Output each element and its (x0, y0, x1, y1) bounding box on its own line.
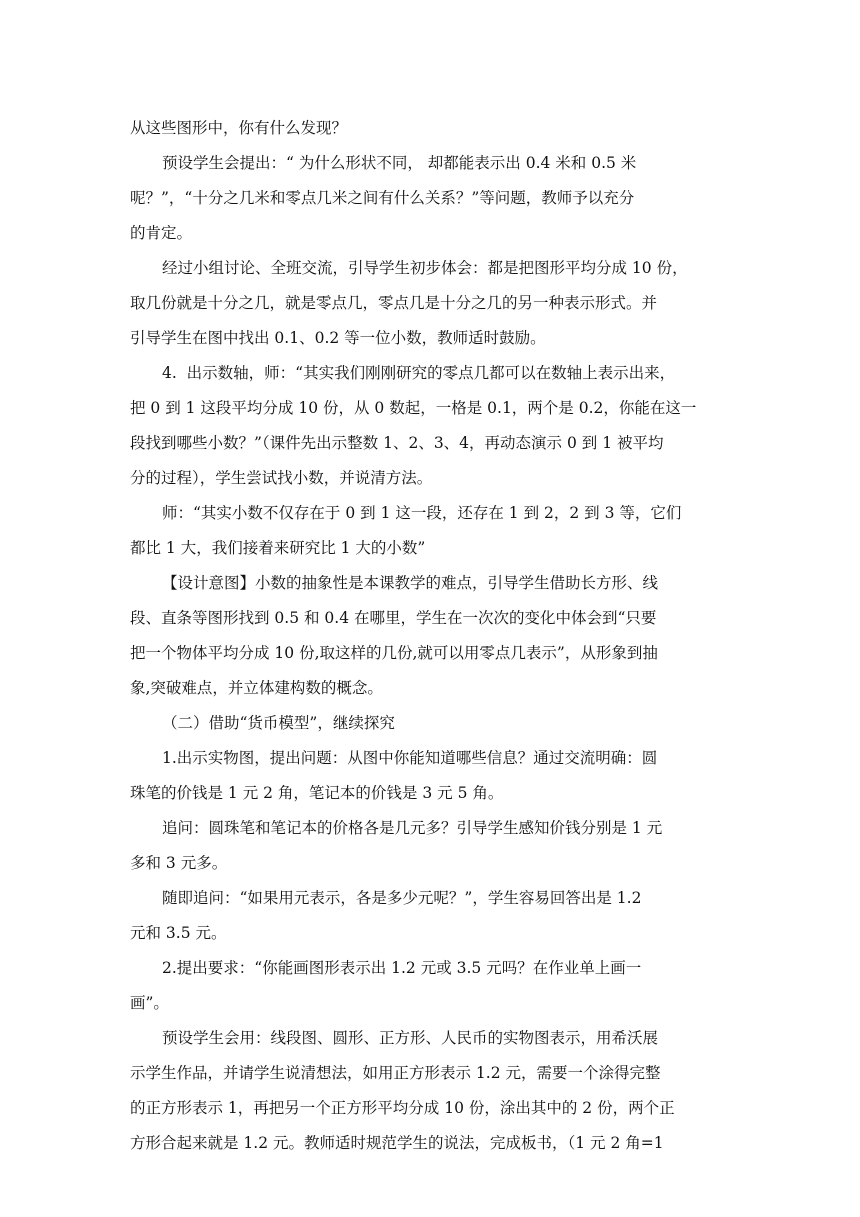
text-line-12: 师：“其实小数不仅存在于 0 到 1 这一段，还存在 1 到 2，2 到 3 等，它们 (162, 504, 682, 522)
text-line-1: 从这些图形中，你有什么发现？ (130, 119, 348, 137)
text-line-27: 预设学生会用：线段图、圆形、正方形、人民币的实物图表示，用希沃展 (162, 1029, 659, 1047)
text-line-30: 方形合起来就是 1.2 元。教师适时规范学生的说法，完成板书，（1 元 2 角=1 (130, 1134, 664, 1152)
text-line-3: 呢？”，“十分之几米和零点几米之间有什么关系？”等问题，教师予以充分 (130, 189, 635, 207)
text-line-11: 分的过程），学生尝试找小数，并说清方法。 (130, 469, 433, 487)
text-line-4: 的肯定。 (130, 224, 193, 242)
text-line-20: 珠笔的价钱是 1 元 2 角，笔记本的价钱是 3 元 5 角。 (130, 784, 504, 802)
section-heading: （二）借助“货币模型”，继续探究 (162, 714, 395, 732)
text-line-28: 示学生作品，并请学生说清想法，如用正方形表示 1.2 元，需要一个涂得完整 (130, 1064, 661, 1082)
text-line-24: 元和 3.5 元。 (130, 924, 227, 942)
text-line-6: 取几份就是十分之几，就是零点几，零点几是十分之几的另一种表示形式。并 (130, 294, 658, 312)
text-line-29: 的正方形表示 1，再把另一个正方形平均分成 10 份，涂出其中的 2 份，两个正 (130, 1099, 675, 1117)
text-line-16: 把一个物体平均分成 10 份,取这样的几份,就可以用零点几表示”，从形象到抽 (130, 644, 658, 662)
text-line-9: 把 0 到 1 这段平均分成 10 份，从 0 数起，一格是 0.1，两个是 0.2，你能在这一 (130, 399, 697, 417)
text-line-13: 都比 1 大，我们接着来研究比 1 大的小数” (130, 539, 426, 557)
text-line-19: 1.出示实物图，提出问题：从图中你能知道哪些信息？通过交流明确：圆 (162, 749, 658, 767)
text-line-17: 象,突破难点，并立体建构数的概念。 (130, 679, 383, 697)
text-line-7: 引导学生在图中找出 0.1、0.2 等一位小数，教师适时鼓励。 (130, 329, 546, 347)
text-line-25: 2.提出要求：“你能画图形表示出 1.2 元或 3.5 元吗？在作业单上画一 (162, 959, 642, 977)
text-line-10: 段找到哪些小数？”（课件先出示整数 1、2、3、4，再动态演示 0 到 1 被平均 (130, 434, 664, 452)
text-line-5: 经过小组讨论、全班交流，引导学生初步体会：都是把图形平均分成 10 份， (162, 259, 688, 277)
text-line-8: 4. 出示数轴，师：“其实我们刚刚研究的零点几都可以在数轴上表示出来， (162, 364, 676, 382)
text-line-26: 画”。 (130, 994, 169, 1012)
text-line-21: 追问：圆珠笔和笔记本的价格各是几元多？引导学生感知价钱分别是 1 元 (162, 819, 663, 837)
text-line-15: 段、直条等图形找到 0.5 和 0.4 在哪里，学生在一次次的变化中体会到“只要 (130, 609, 657, 627)
text-line-22: 多和 3 元多。 (130, 854, 228, 872)
text-line-23: 随即追问：“如果用元表示，各是多少元呢？”，学生容易回答出是 1.2 (162, 889, 642, 907)
text-line-14: 【设计意图】小数的抽象性是本课教学的难点，引导学生借助长方形、线 (162, 574, 659, 592)
text-line-2: 预设学生会提出：“ 为什么形状不同， 却都能表示出 0.4 米和 0.5 米 (162, 154, 637, 172)
